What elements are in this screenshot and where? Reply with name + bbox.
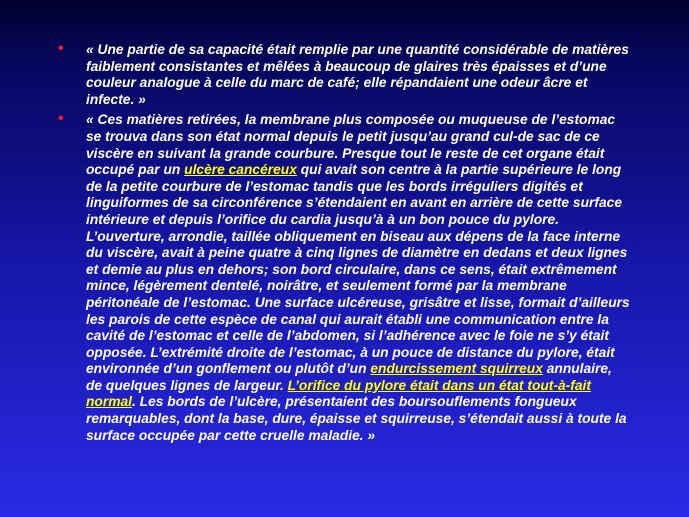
bullet-item-2	[58, 112, 630, 444]
bullet-text: qui avait son centre à la partie supérieure le long de la petite courbure de l’estomac tandis que les bords irréguliers digités et linguiformes de sa circonférence s’étendaient en avant en arrière de cette surface intérieure et depuis l’orifice du cardia jusqu’à à un bon pouce du pylore. L’ouverture, arrondie, taillée obliquement en biseau aux dépens de la face interne du viscère, avait à peine quatre à cinq lignes de diamètre en dedans et deux lignes et demie au plus en dehors; son bord circulaire, dans ce sens, était extrêmement mince, légèrement dentelé, noirâtre, et seulement formé par la membrane péritonéale de l’estomac. Une surface ulcéreuse, grisâtre et lisse, formait d’ailleurs les parois de cette espèce de canal qui aurait établi une communication entre la cavité de l’estomac et celle de l’abdomen, si l’adhérence avec le foie ne s’y était opposée. L’extrémité droite de l’estomac, à un pouce de distance du pylore, était environnée d’un gonflement ou plutôt d’un	[86, 162, 630, 377]
bullet-text: « Ces matières retirées, la membrane plus composée ou muqueuse de l’estomac se trouva dans son état normal depuis le petit jusqu’au grand cul-de sac de ce viscère en suivant la grande courbure. Presque tout le reste de cet organe était occupé par un	[86, 112, 616, 178]
bullet-dot-icon: •	[58, 40, 64, 57]
bullet-text: annulaire, de quelques lignes de largeur.	[86, 361, 612, 393]
bullet-text: . Les bords de l’ulcère, présentaient des boursouflements fongueux remarquables, dont la base, dure, épaisse et squirreuse, s’étendait aussi à toute la surface occupée par cette cruelle maladie. »	[86, 394, 627, 443]
bullet-text: « Une partie de sa capacité était remplie par une quantité considérable de matières faiblement consistantes et mêlées à beaucoup de glaires très épaisses et d’une couleur analogue à celle du marc de café; elle répandaient une odeur âcre et infecte. »	[86, 42, 629, 107]
bullet-list	[58, 42, 630, 448]
highlight-endurcissement-squirreux: endurcissement squirreux	[370, 361, 543, 377]
bullet-dot-icon: •	[58, 110, 64, 128]
bullet-item-1	[58, 42, 630, 108]
highlight-orifice-pylore: L’orifice du pylore était dans un état tout-à-fait normal	[86, 377, 591, 410]
highlight-ulcere-cancereux: ulcère cancéreux	[184, 162, 297, 178]
